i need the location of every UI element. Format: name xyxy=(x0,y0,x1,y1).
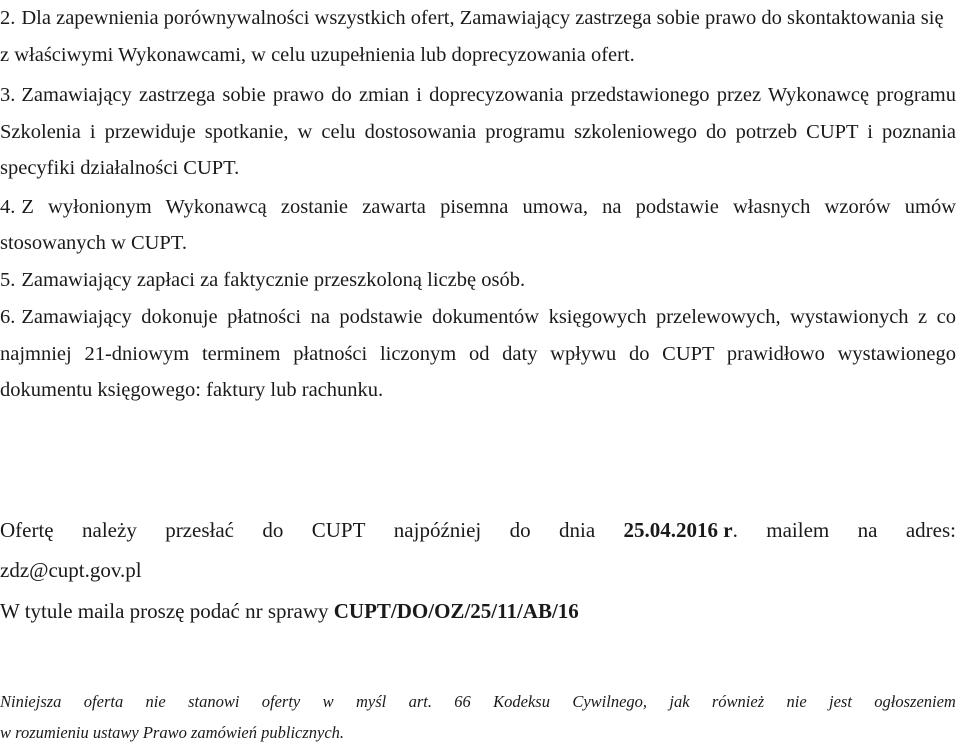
list-item xyxy=(0,262,956,299)
disclaimer-line-2: w rozumieniu ustawy Prawo zamówień publicznych. xyxy=(0,723,345,742)
offer-email: zdz@cupt.gov.pl xyxy=(0,558,142,582)
offer-deadline-paragraph xyxy=(0,510,956,590)
subject-prefix: W tytule maila proszę podać nr sprawy xyxy=(0,599,334,623)
disclaimer-word: Kodeksu xyxy=(493,692,550,711)
disclaimer-word: Niniejsza xyxy=(0,692,62,711)
item-number: 2. xyxy=(0,7,16,29)
offer-word: CUPT xyxy=(311,518,366,542)
disclaimer-word: art. xyxy=(408,692,432,711)
deadline-period: . xyxy=(732,518,738,542)
item-text: Zamawiający zastrzega sobie prawo do zmian i doprecyzowania przedstawionego przez Wykonawcę programu Szkolenia i przewiduje spotkanie, w celu dostosowania programu szkoleniowego do potrzeb CUPT i poznania specyfiki działalności CUPT. xyxy=(0,84,956,179)
offer-word: adres: xyxy=(905,518,956,542)
offer-word: mailem xyxy=(766,518,830,542)
case-number: CUPT/DO/OZ/25/11/AB/16 xyxy=(333,599,579,623)
item-number: 3. xyxy=(0,84,16,106)
disclaimer-word: myśl xyxy=(355,692,387,711)
disclaimer-word: oferty xyxy=(261,692,301,711)
disclaimer-line xyxy=(0,686,956,717)
offer-line xyxy=(0,510,956,550)
offer-word: dnia xyxy=(559,518,596,542)
email-subject-instruction xyxy=(0,591,579,631)
disclaimer-word: ogłoszeniem xyxy=(874,692,956,711)
disclaimer-word: 66 xyxy=(454,692,471,711)
offer-word: najpóźniej xyxy=(393,518,482,542)
list-item xyxy=(0,299,956,409)
item-text: Z wyłonionym Wykonawcą zostanie zawarta pisemna umowa, na podstawie własnych wzorów umów stosowanych w CUPT. xyxy=(0,195,956,254)
item-text: Zamawiający zapłaci za faktycznie przeszkoloną liczbę osób. xyxy=(21,268,526,291)
disclaimer-word: stanowi xyxy=(188,692,240,711)
offer-word: na xyxy=(857,518,878,542)
disclaimer-word: jak xyxy=(669,692,690,711)
offer-word: należy xyxy=(82,518,137,542)
offer-word: przesłać xyxy=(165,518,234,542)
disclaimer-word: jest xyxy=(829,692,852,711)
disclaimer-word: w xyxy=(322,692,334,711)
deadline-date-group xyxy=(624,510,738,550)
item-text: Zamawiający dokonuje płatności na podstawie dokumentów księgowych przelewowych, wystawionych z co najmniej 21-dniowym terminem płatności liczonym od daty wpływu do CUPT prawidłowo wystawionego dokumentu księgowego: faktury lub rachunku. xyxy=(0,306,956,401)
disclaimer-word: również xyxy=(711,692,765,711)
item-number: 6. xyxy=(0,306,16,328)
disclaimer-word: nie xyxy=(786,692,807,711)
list-item xyxy=(0,189,956,262)
list-item xyxy=(0,77,956,187)
list-item xyxy=(0,0,956,73)
disclaimer-word: oferta xyxy=(83,692,124,711)
offer-word: Ofertę xyxy=(0,518,54,542)
disclaimer-word: Cywilnego, xyxy=(572,692,648,711)
offer-word: do xyxy=(262,518,284,542)
item-number: 5. xyxy=(0,268,16,291)
offer-word: do xyxy=(509,518,531,542)
legal-disclaimer xyxy=(0,686,956,748)
item-number: 4. xyxy=(0,195,16,218)
deadline-date: 25.04.2016 r xyxy=(623,518,733,542)
item-text: Dla zapewnienia porównywalności wszystkich ofert, Zamawiający zastrzega sobie prawo do skontaktowania się z właściwymi Wykonawcami, w celu uzupełnienia lub doprecyzowania ofert. xyxy=(0,7,944,66)
disclaimer-word: nie xyxy=(145,692,166,711)
